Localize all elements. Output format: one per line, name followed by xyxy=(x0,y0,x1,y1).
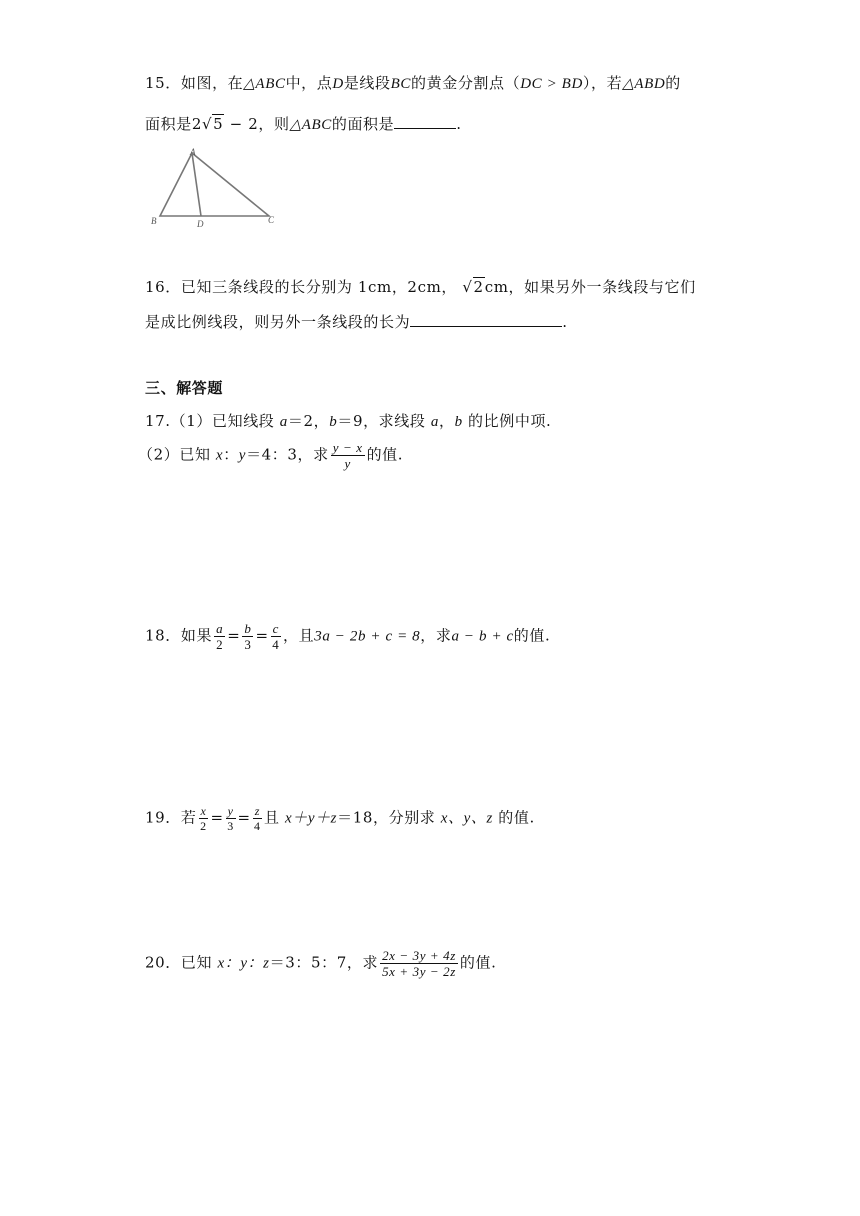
fraction-b-over-3: $\frac{b}{3}$ xyxy=(244,621,252,652)
q16-line1: 16．已知三条线段的长分别为 1cm，2cm， √2cm，如果另外一条线段与它们 xyxy=(145,278,696,296)
fraction-a-over-2: $\frac{a}{2}$ xyxy=(216,621,224,652)
triangle-abc: △ABC xyxy=(243,76,286,92)
sqrt-two: √2 xyxy=(462,278,484,296)
label-c: C xyxy=(268,215,275,225)
fraction-y-over-3: $\frac{y}{3}$ xyxy=(227,804,234,833)
q15-line2: 面积是2√5 − 2，则△ABC的面积是 . xyxy=(145,115,462,133)
answer-blank xyxy=(394,114,456,129)
q17-line1: 17.（1）已知线段 a＝2，b＝9，求线段 a，b 的比例中项. xyxy=(145,412,552,430)
section-heading: 三、解答题 xyxy=(145,379,224,397)
triangle-abc-shape xyxy=(160,153,269,216)
fraction-expression: $\frac{2x - 3y + 4z}{5x + 3y - 2z}$ xyxy=(382,948,456,979)
answer-blank xyxy=(410,312,562,327)
triangle-figure xyxy=(148,146,283,234)
label-d: D xyxy=(197,219,204,229)
q20-line: 20．已知 x：y：z＝3：5：7，求 $\frac{2x - 3y + 4z}{5x + 3y - 2z}$ 的值. xyxy=(145,948,497,979)
sqrt-expression: 2√5 xyxy=(191,115,224,133)
fraction-c-over-4: $\frac{c}{4}$ xyxy=(272,621,280,652)
q17-line2: （2）已知 x：y＝4：3，求 $\frac{y - x}{y}$ 的值. xyxy=(138,440,404,471)
q15-line1: 15．如图，在△ABC中，点D是线段BC的黄金分割点（DC > BD），若△ABD的 xyxy=(145,74,681,92)
q18-line: 18．如果 $\frac{a}{2}$ = $\frac{b}{3}$ = $\frac{c}{4}$ ，且3a − 2b + c = 8，求a − b + c的值. xyxy=(145,621,551,652)
q16-line2: 是成比例线段，则另外一条线段的长为 . xyxy=(145,313,568,331)
label-b: B xyxy=(151,216,157,226)
fraction-x-over-2: $\frac{x}{2}$ xyxy=(200,804,207,833)
q19-line: 19．若 $\frac{x}{2}$ = $\frac{y}{3}$ = $\frac{z}{4}$ 且 x＋y＋z＝18，分别求 x、y、z 的值. xyxy=(145,804,535,833)
label-a: A xyxy=(190,147,196,157)
fraction-y-minus-x-over-y: $\frac{y - x}{y}$ xyxy=(332,440,363,471)
fraction-z-over-4: $\frac{z}{4}$ xyxy=(254,804,261,833)
segment-ad xyxy=(192,153,201,216)
